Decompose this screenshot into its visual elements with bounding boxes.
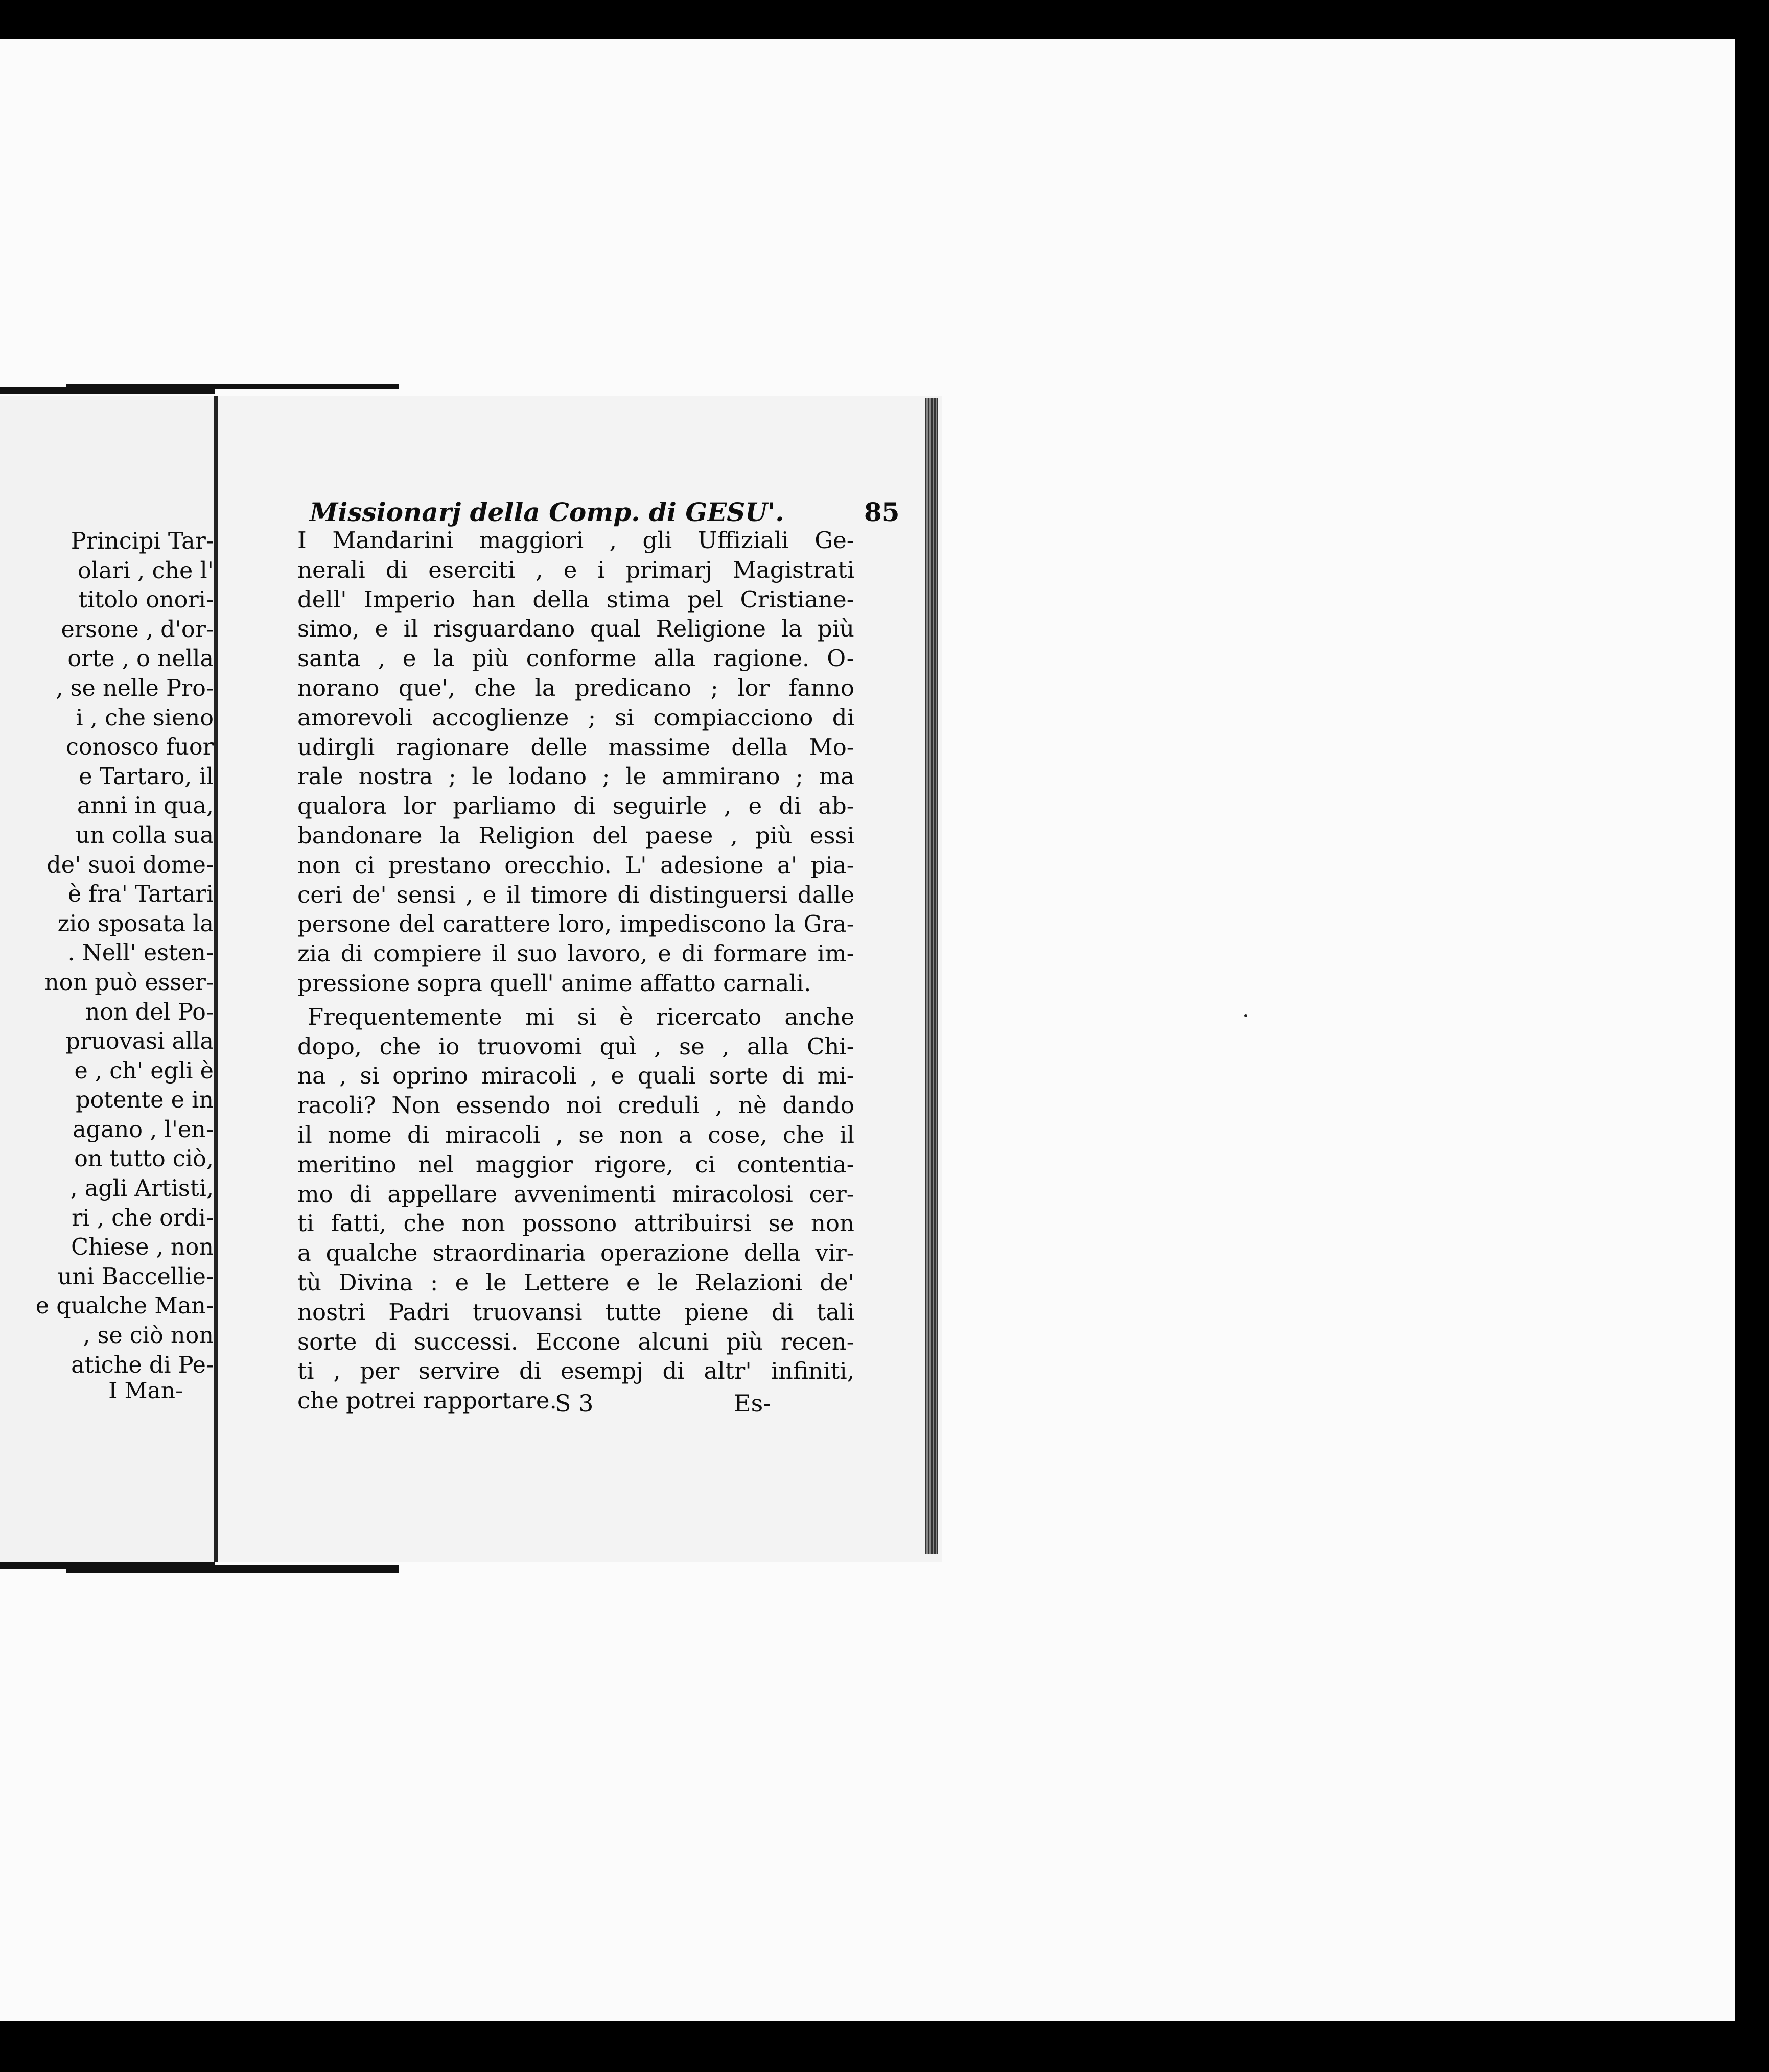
text-line: I Mandarini maggiori , gli Uffiziali Ge- <box>297 527 854 554</box>
gutter-top-rule <box>66 384 399 389</box>
left-page-line: non del Po- <box>85 999 214 1025</box>
page-number: 85 <box>864 497 900 527</box>
left-page-line: e Tartaro, il <box>79 763 214 790</box>
text-line: qualora lor parliamo di seguirle , e di ab- <box>297 792 854 820</box>
left-page-line: e , ch' egli è <box>74 1057 214 1084</box>
text-line: na , si oprino miracoli , e quali sorte di mi- <box>297 1062 854 1090</box>
paragraph-gap <box>297 998 854 1002</box>
left-page-line: , se nelle Pro- <box>56 675 214 701</box>
left-page-line: è fra' Tartari <box>67 881 214 908</box>
page-edge <box>925 398 938 1554</box>
text-line: persone del carattere loro, impediscono la Gra- <box>297 910 854 938</box>
left-page-line: conosco fuor <box>65 734 214 761</box>
left-page-line: , agli Artisti, <box>70 1175 214 1202</box>
signature-mark: S 3 <box>555 1390 594 1417</box>
left-page-line: olari , che l' <box>77 557 214 584</box>
text-line: ti , per servire di esempj di altr' infiniti, <box>297 1357 854 1385</box>
text-line: Frequentemente mi si è ricercato anche <box>308 1003 854 1030</box>
left-page-line: atiche di Pe- <box>71 1352 214 1378</box>
gutter-bottom-rule <box>66 1565 399 1573</box>
left-page-line: uni Baccellie- <box>57 1263 214 1290</box>
left-page-line: un colla sua <box>75 822 214 849</box>
text-line: nerali di eserciti , e i primarj Magistrati <box>297 556 854 583</box>
text-line: bandonare la Religion del paese , più essi <box>297 821 854 849</box>
left-page-line: pruovasi alla <box>65 1028 214 1055</box>
text-line: ti fatti, che non possono attribuirsi se non <box>297 1210 854 1237</box>
text-line: rale nostra ; le lodano ; le ammirano ; ma <box>297 763 854 790</box>
left-page-line: potente e in <box>76 1087 214 1114</box>
left-page-text <box>0 527 214 1380</box>
left-page-line: agano , l'en- <box>73 1116 214 1143</box>
text-line: amorevoli accoglienze ; si compiacciono di <box>297 703 854 731</box>
left-page-line: ri , che ordi- <box>72 1205 214 1231</box>
catchword: Es- <box>734 1390 771 1417</box>
left-page-line: , se ciò non <box>83 1323 214 1349</box>
left-page-catchword: I Man- <box>108 1378 183 1404</box>
text-line: a qualche straordinaria operazione della vir- <box>297 1239 854 1267</box>
left-page <box>0 396 222 1562</box>
text-line: norano que', che la predicano ; lor fanno <box>297 674 854 701</box>
left-page-line: e qualche Man- <box>35 1293 214 1320</box>
left-page-line: anni in qua, <box>77 793 214 819</box>
left-page-line: de' suoi dome- <box>46 852 214 878</box>
text-line: sorte di successi. Eccone alcuni più recen- <box>297 1328 854 1355</box>
text-line: che potrei rapportare. <box>297 1387 557 1415</box>
left-page-line: ersone , d'or- <box>61 616 214 643</box>
left-page-line: . Nell' esten- <box>67 940 214 967</box>
text-line: non ci prestano orecchio. L' adesione a' pia- <box>297 851 854 879</box>
text-line: racoli? Non essendo noi creduli , nè dando <box>297 1092 854 1119</box>
left-page-line: zio sposata la <box>57 910 214 937</box>
page-body-text <box>297 526 854 1416</box>
text-line: dopo, che io truovomi quì , se , alla Chi- <box>297 1032 854 1060</box>
text-line: meritino nel maggior rigore, ci contentia- <box>297 1150 854 1178</box>
left-page-line: orte , o nella <box>67 646 214 672</box>
left-page-line: on tutto ciò, <box>74 1146 214 1172</box>
left-page-line: titolo onori- <box>78 587 214 614</box>
text-line: simo, e il risguardano qual Religione la più <box>297 615 854 643</box>
text-line: zia di compiere il suo lavoro, e di formare im- <box>297 940 854 968</box>
text-line: pressione sopra quell' anime affatto carnali. <box>297 969 811 997</box>
text-line: santa , e la più conforme alla ragione. O- <box>297 645 854 672</box>
text-line: udirgli ragionare delle massime della Mo- <box>297 733 854 761</box>
text-line: ceri de' sensi , e il timore di distinguersi dalle <box>297 881 854 908</box>
right-page <box>214 396 942 1562</box>
left-page-line: non può esser- <box>44 969 214 996</box>
text-line: dell' Imperio han della stima pel Cristiane- <box>297 585 854 613</box>
running-head-title: Missionarj della Comp. di GESU'. <box>310 497 784 527</box>
text-line: nostri Padri truovansi tutte piene di tali <box>297 1298 854 1326</box>
left-page-line: Principi Tar- <box>71 528 214 554</box>
left-page-line: i , che sieno <box>76 704 214 731</box>
text-line: il nome di miracoli , se non a cose, che il <box>297 1121 854 1148</box>
speck <box>1244 1014 1247 1017</box>
left-page-line: Chiese , non <box>71 1234 214 1261</box>
text-line: tù Divina : e le Lettere e le Relazioni de' <box>297 1268 854 1296</box>
text-line: mo di appellare avvenimenti miracolosi cer- <box>297 1180 854 1208</box>
